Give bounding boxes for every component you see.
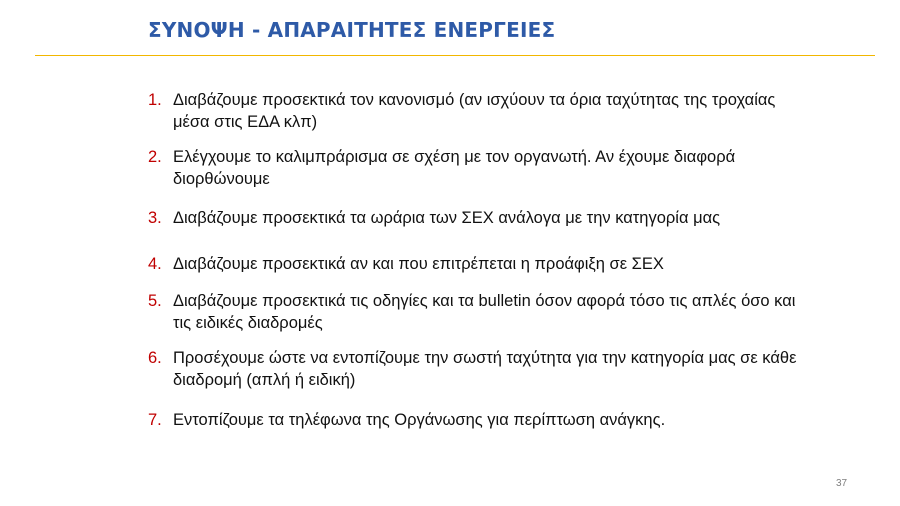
list-item-3: [148, 207, 808, 229]
list-item-5: [148, 290, 808, 334]
list-item-number: 4.: [148, 255, 162, 273]
title-divider: [35, 55, 875, 56]
list-item-6: [148, 347, 808, 391]
list-item-4: [148, 253, 808, 275]
list-item-text: Διαβάζουμε προσεκτικά τις οδηγίες και τα bulletin όσον αφορά τόσο τις απλές όσο και τις ειδικές διαδρομές: [173, 292, 796, 332]
list-item-text: Προσέχουμε ώστε να εντοπίζουμε την σωστή ταχύτητα για την κατηγορία μας σε κάθε διαδρομή (απλή ή ειδική): [173, 349, 797, 389]
list-item-number: 7.: [148, 411, 162, 429]
list-item-text: Διαβάζουμε προσεκτικά αν και που επιτρέπεται η προάφιξη σε ΣΕΧ: [173, 255, 664, 273]
list-item-text: Εντοπίζουμε τα τηλέφωνα της Οργάνωσης για περίπτωση ανάγκης.: [173, 411, 666, 429]
list-item-number: 2.: [148, 148, 162, 166]
page-number: 37: [836, 478, 848, 489]
list-item-number: 6.: [148, 349, 162, 367]
list-item-number: 3.: [148, 209, 162, 227]
list-item-1: [148, 89, 808, 133]
list-item-text: Διαβάζουμε προσεκτικά τα ωράρια των ΣΕΧ ανάλογα με την κατηγορία μας: [173, 209, 721, 227]
list-item-text: Ελέγχουμε το καλιμπράρισμα σε σχέση με τον οργανωτή. Αν έχουμε διαφορά διορθώνουμε: [173, 148, 736, 188]
list-item-number: 5.: [148, 292, 162, 310]
list-item-number: 1.: [148, 91, 162, 109]
list-item-text: Διαβάζουμε προσεκτικά τον κανονισμό (αν ισχύουν τα όρια ταχύτητας της τροχαίας μέσα στις ΕΔΑ κλπ): [173, 91, 776, 131]
slide-title: ΣΥΝΟΨΗ - ΑΠΑΡΑΙΤΗΤΕΣ ΕΝΕΡΓΕΙΕΣ: [148, 18, 556, 42]
list-item-7: [148, 409, 808, 431]
list-item-2: [148, 146, 808, 190]
